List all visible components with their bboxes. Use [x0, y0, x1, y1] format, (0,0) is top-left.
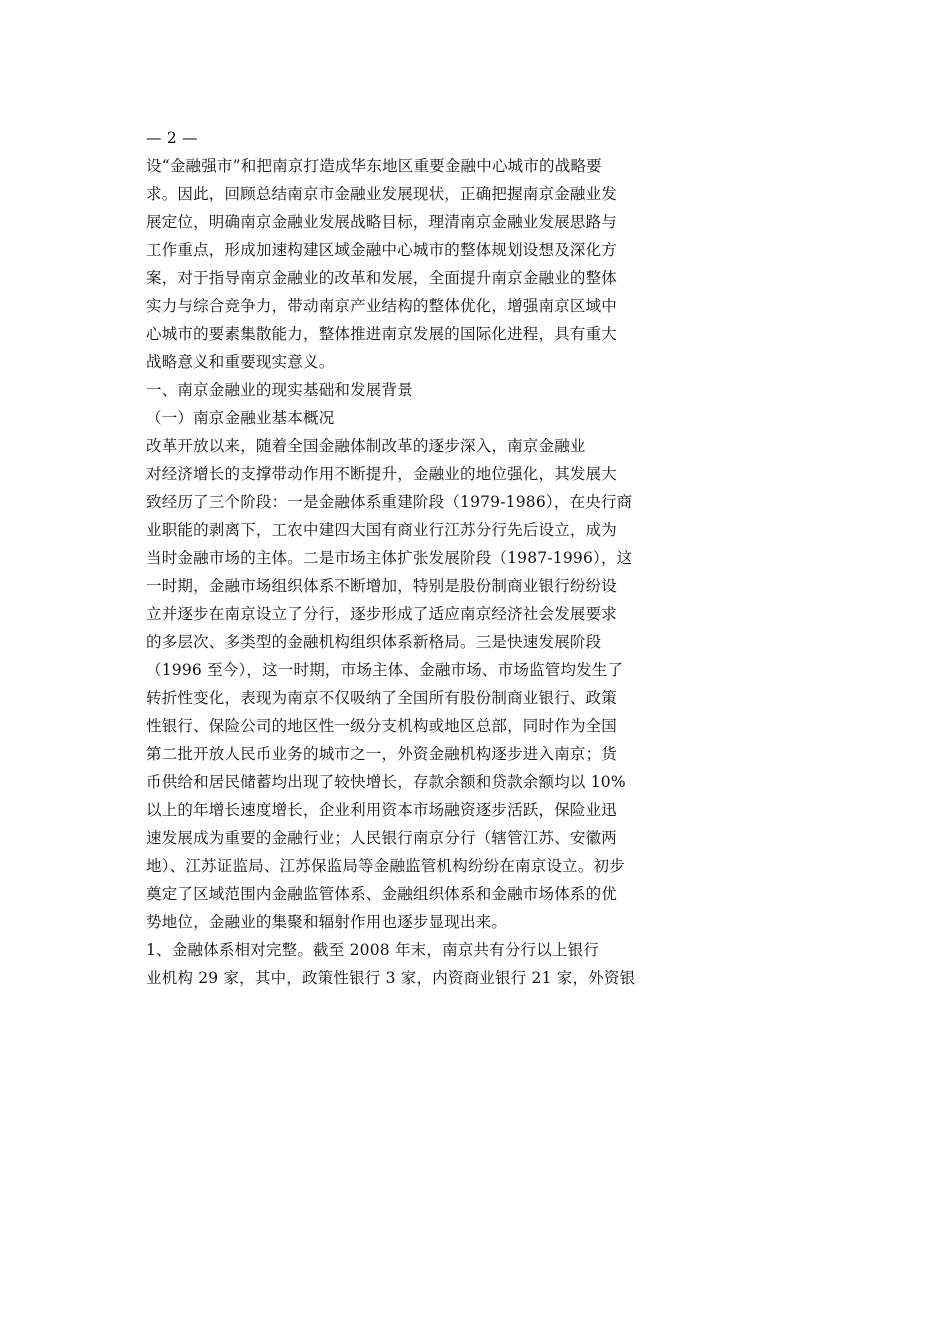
body-line: 势地位，金融业的集聚和辐射作用也逐步显现出来。: [146, 913, 508, 931]
body-line: 求。因此，回顾总结南京市金融业发展现状，正确把握南京金融业发: [146, 185, 618, 203]
section-heading: 一、南京金融业的现实基础和发展背景: [146, 381, 413, 399]
body-line: 改革开放以来，随着全国金融体制改革的逐步深入，南京金融业: [146, 437, 586, 455]
body-line: 地）、江苏证监局、江苏保监局等金融监管机构纷纷在南京设立。初步: [146, 857, 625, 875]
body-line: 业机构 29 家，其中，政策性银行 3 家，内资商业银行 21 家，外资银: [146, 969, 636, 987]
body-line: 工作重点，形成加速构建区域金融中心城市的整体规划设想及深化方: [146, 241, 618, 259]
body-line: 速发展成为重要的金融行业；人民银行南京分行（辖管江苏、安徽两: [146, 829, 618, 847]
body-line: 1、金融体系相对完整。截至 2008 年末，南京共有分行以上银行: [146, 941, 600, 959]
body-line: 币供给和居民储蓄均出现了较快增长，存款余额和贷款余额均以 10%: [146, 773, 626, 791]
body-line: 性银行、保险公司的地区性一级分支机构或地区总部，同时作为全国: [146, 717, 618, 735]
body-line: 当时金融市场的主体。二是市场主体扩张发展阶段（1987-1996），这: [146, 549, 633, 567]
document-body: [146, 124, 666, 992]
body-line: 奠定了区域范围内金融监管体系、金融组织体系和金融市场体系的优: [146, 885, 618, 903]
body-line: （1996 至今），这一时期，市场主体、金融市场、市场监管均发生了: [146, 661, 624, 679]
body-line: 案，对于指导南京金融业的改革和发展，全面提升南京金融业的整体: [146, 269, 618, 287]
body-line: 对经济增长的支撑带动作用不断提升，金融业的地位强化，其发展大: [146, 465, 618, 483]
body-line: 以上的年增长速度增长，企业利用资本市场融资逐步活跃，保险业迅: [146, 801, 618, 819]
body-line: 设“金融强市”和把南京打造成华东地区重要金融中心城市的战略要: [146, 157, 602, 175]
body-line: 第二批开放人民币业务的城市之一，外资金融机构逐步进入南京；货: [146, 745, 618, 763]
body-line: 业职能的剥离下，工农中建四大国有商业行江苏分行先后设立，成为: [146, 521, 618, 539]
body-line: 致经历了三个阶段：一是金融体系重建阶段（1979-1986），在央行商: [146, 493, 633, 511]
body-line: 一时期，金融市场组织体系不断增加，特别是股份制商业银行纷纷设: [146, 577, 618, 595]
body-line: 战略意义和重要现实意义。: [146, 353, 335, 371]
subsection-heading: （一）南京金融业基本概况: [146, 409, 335, 427]
body-line: 转折性变化，表现为南京不仅吸纳了全国所有股份制商业银行、政策: [146, 689, 618, 707]
body-line: 展定位，明确南京金融业发展战略目标，理清南京金融业发展思路与: [146, 213, 618, 231]
body-line: 立并逐步在南京设立了分行，逐步形成了适应南京经济社会发展要求: [146, 605, 618, 623]
page-number: — 2 —: [146, 129, 198, 147]
body-line: 的多层次、多类型的金融机构组织体系新格局。三是快速发展阶段: [146, 633, 602, 651]
body-line: 心城市的要素集散能力，整体推进南京发展的国际化进程，具有重大: [146, 325, 618, 343]
body-line: 实力与综合竞争力，带动南京产业结构的整体优化，增强南京区域中: [146, 297, 618, 315]
